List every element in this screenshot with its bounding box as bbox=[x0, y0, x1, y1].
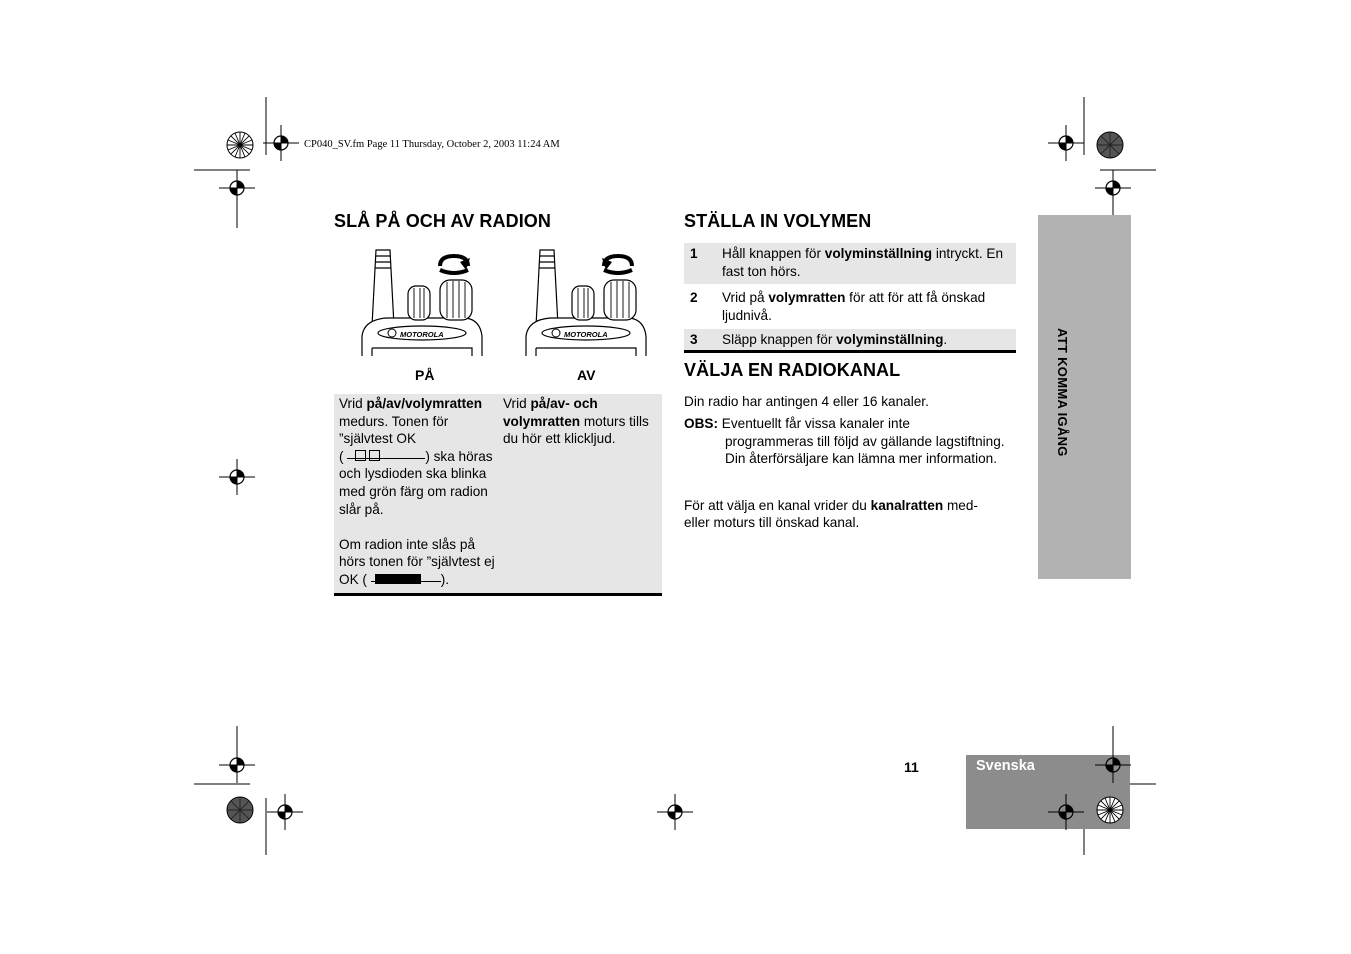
obs-label: OBS: bbox=[684, 416, 718, 431]
file-header: CP040_SV.fm Page 11 Thursday, October 2, 2003 11:24 AM bbox=[304, 139, 560, 150]
step-row: 2 Vrid på volymratten för att för att få önskad ljudnivå. bbox=[690, 290, 986, 323]
brand-label: MOTOROLA bbox=[400, 330, 444, 339]
caption-on: PÅ bbox=[415, 367, 435, 383]
step-row: 3 Släpp knappen för volyminställning. bbox=[684, 329, 1016, 353]
brand-label: MOTOROLA bbox=[564, 330, 608, 339]
off-instruction-cell: Vrid på/av- och volymratten moturs tills du hör ett klickljud. bbox=[503, 396, 649, 447]
obs-note: OBS: Eventuellt får vissa kanaler inte programmeras till följd av gällande lagstiftning. Din återförsäljare kan lämna mer information. bbox=[684, 416, 1005, 466]
caption-off: AV bbox=[577, 367, 596, 383]
channel-instruction: För att välja en kanal vrider du kanalratten med- eller moturs till önskad kanal. bbox=[684, 498, 978, 530]
section-title-channel: VÄLJA EN RADIOKANAL bbox=[684, 360, 901, 380]
channel-intro: Din radio har antingen 4 eller 16 kanaler. bbox=[684, 394, 929, 409]
section-title-volume: STÄLLA IN VOLYMEN bbox=[684, 211, 872, 231]
on-instruction-p2: Om radion inte slås på hörs tonen för ”självtest ej OK ( ). bbox=[339, 536, 495, 587]
section-title-power: SLÅ PÅ OCH AV RADION bbox=[334, 211, 552, 231]
step-row: 1 Håll knappen för volyminställning intryckt. En fast ton hörs. bbox=[684, 243, 1016, 284]
page-number: 11 bbox=[904, 759, 919, 775]
language-label: Svenska bbox=[976, 758, 1035, 774]
chapter-tab-label: ATT KOMMA IGÅNG bbox=[1055, 328, 1070, 457]
on-instruction-p1: Vrid på/av/volymratten medurs. Tonen för ”självtest OK ( ) ska höras och lysdioden ska blinka med grön färg om radion slår på. bbox=[339, 396, 493, 517]
